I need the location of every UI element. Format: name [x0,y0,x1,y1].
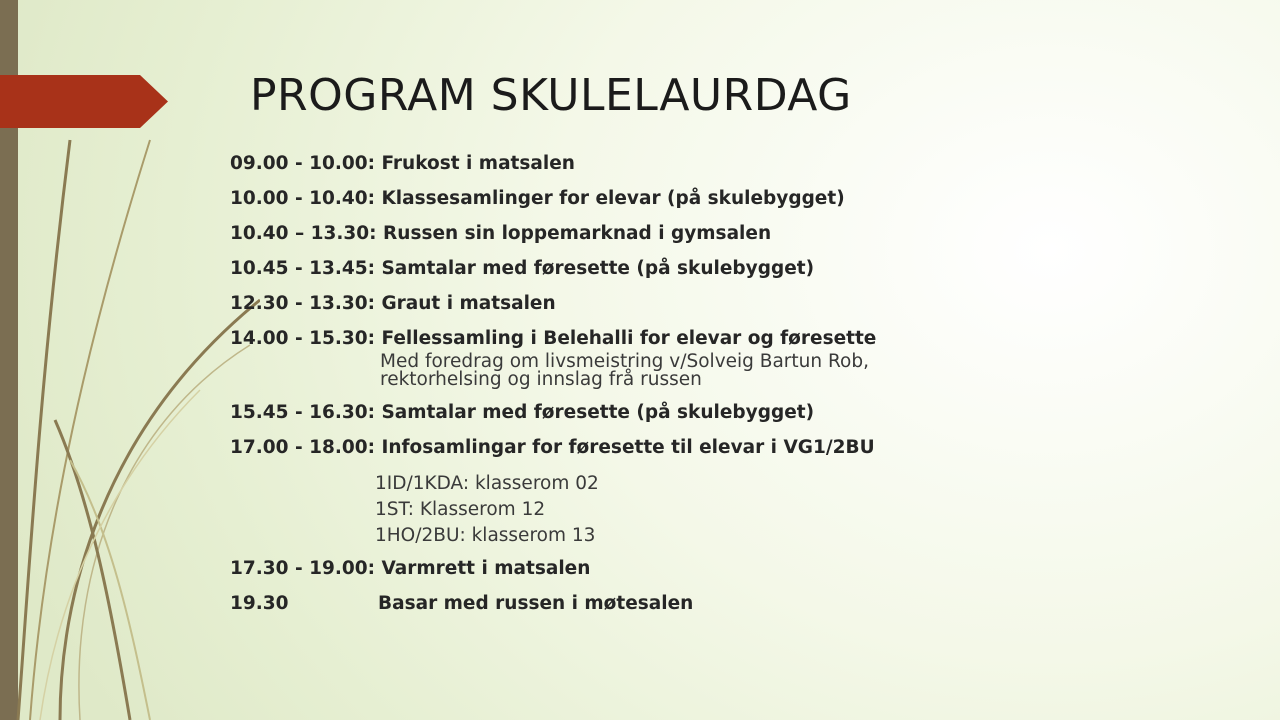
item-time: 14.00 - 15.30: [230,328,375,349]
item-text: Samtalar med føresette (på skulebygget) [381,258,815,279]
program-item [230,436,1230,471]
item-time: 17.00 - 18.00: [230,437,375,458]
room-list [375,471,1230,549]
item-text: Graut i matsalen [381,293,556,314]
item-text: Russen sin loppemarknad i gymsalen [383,223,772,244]
note-line: rektorhelsing og innslag frå russen [380,369,702,390]
title-arrow-marker [0,75,168,128]
program-item [230,222,1230,257]
program-item [230,401,1230,436]
room-line: 1ID/1KDA: klasserom 02 [375,473,599,494]
item-text: Basar med russen i møtesalen [378,593,694,614]
item-time: 17.30 - 19.00: [230,558,375,579]
program-item [230,292,1230,327]
item-time: 12.30 - 13.30: [230,293,375,314]
room-line: 1HO/2BU: klasserom 13 [375,525,596,546]
room-line: 1ST: Klasserom 12 [375,499,546,520]
program-item [230,187,1230,222]
program-list [230,152,1230,627]
item-text: Varmrett i matsalen [381,558,591,579]
slide-title: PROGRAM SKULELAURDAG [250,70,852,121]
item-time: 09.00 - 10.00: [230,153,375,174]
item-text: Frukost i matsalen [381,153,575,174]
note-line: Med foredrag om livsmeistring v/Solveig Bartun Rob, [380,351,869,372]
item-text: Klassesamlinger for elevar (på skulebygget) [381,188,845,209]
item-time: 10.40 – 13.30: [230,223,377,244]
item-time: 15.45 - 16.30: [230,402,375,423]
item-time: 10.00 - 10.40: [230,188,375,209]
program-item [230,257,1230,292]
item-time: 10.45 - 13.45: [230,258,375,279]
item-text: Samtalar med føresette (på skulebygget) [381,402,815,423]
item-text: Infosamlingar for føresette til elevar i VG1/2BU [381,437,875,458]
fellessamling-note [380,353,1230,389]
item-text: Fellessamling i Belehalli for elevar og føresette [381,328,877,349]
item-time: 19.30 [230,593,289,614]
program-item [230,592,1230,627]
program-item [230,557,1230,592]
program-item [230,152,1230,187]
